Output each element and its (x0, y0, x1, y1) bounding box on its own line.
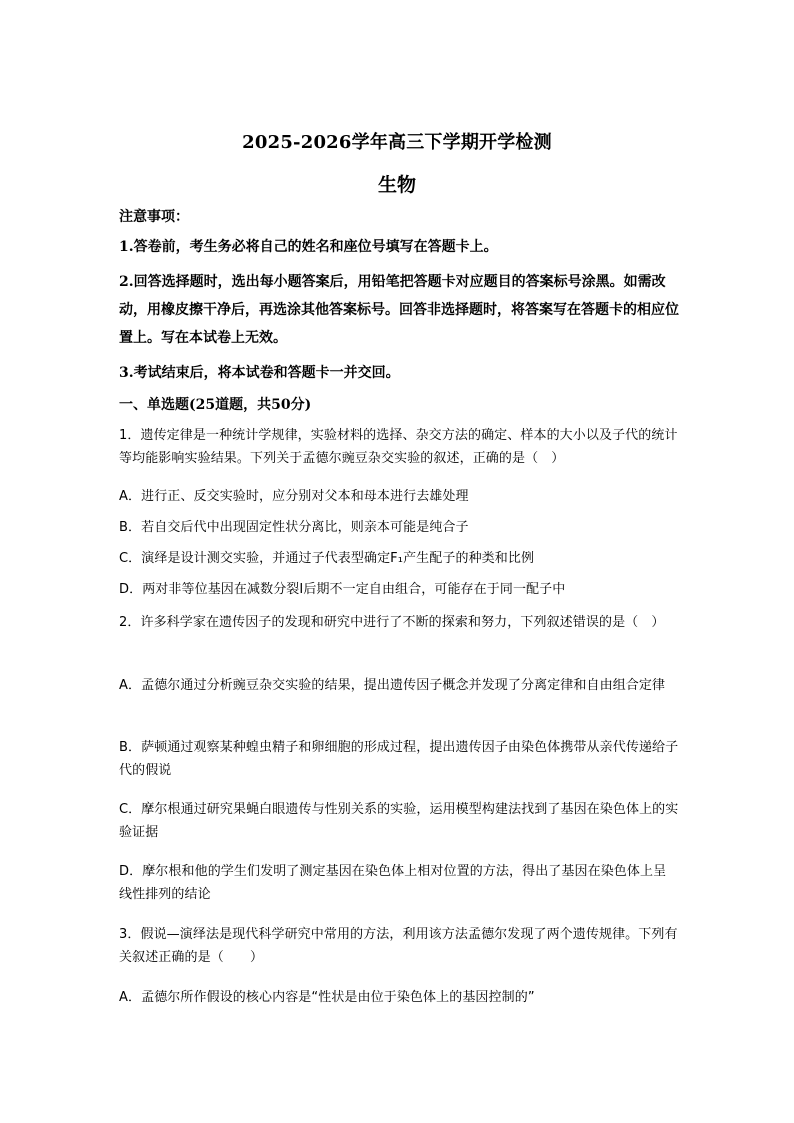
question-stem: 1．遗传定律是一种统计学规律，实验材料的选择、杂交方法的确定、样本的大小以及子代的统计等均能影响实验结果。下列关于孟德尔豌豆杂交实验的叙述，正确的是（ ） (119, 428, 678, 466)
section-title: 一、单选题(25道题，共50分) (119, 397, 312, 413)
question-option: C．演绎是设计测交实验，并通过子代表型确定F₁产生配子的种类和比例 (119, 551, 535, 566)
question-option: A．孟德尔所作假设的核心内容是“性状是由位于染色体上的基因控制的” (119, 990, 535, 1005)
question-stem: 3．假说—演绎法是现代科学研究中常用的方法，利用该方法孟德尔发现了两个遗传规律。下列有关叙述正确的是（ ） (119, 927, 678, 965)
question-option: A．孟德尔通过分析豌豆杂交实验的结果，提出遗传因子概念并发现了分离定律和自由组合定律 (119, 678, 666, 693)
subject-title: 生物 (377, 174, 416, 196)
note-item: 2.回答选择题时，选出每小题答案后，用铅笔把答题卡对应题目的答案标号涂黑。如需改动，用橡皮擦干净后，再选涂其他答案标号。回答非选择题时，将答案写在答题卡的相应位置上。写在本试卷上无效。 (119, 274, 679, 346)
question-option: D．两对非等位基因在减数分裂Ⅰ后期不一定自由组合，可能存在于同一配子中 (119, 582, 566, 597)
question-option: D．摩尔根和他的学生们发明了测定基因在染色体上相对位置的方法，得出了基因在染色体上呈线性排列的结论 (119, 864, 667, 902)
note-item: 1.答卷前，考生务必将自己的姓名和座位号填写在答题卡上。 (119, 239, 498, 255)
question-option: B．萨顿通过观察某种蝗虫精子和卵细胞的形成过程，提出遗传因子由染色体携带从亲代传递给子代的假说 (119, 740, 679, 778)
question-option: A．进行正、反交实验时，应分别对父本和母本进行去雄处理 (119, 489, 469, 504)
note-item: 3.考试结束后，将本试卷和答题卡一并交回。 (119, 365, 400, 381)
notes-heading: 注意事项： (119, 209, 189, 225)
exam-title: 2025-2026学年高三下学期开学检测 (242, 132, 552, 153)
question-option: B．若自交后代中出现固定性状分离比，则亲本可能是纯合子 (119, 520, 469, 535)
question-stem: 2．许多科学家在遗传因子的发现和研究中进行了不断的探索和努力，下列叙述错误的是（ ） (119, 615, 665, 630)
question-option: C．摩尔根通过研究果蝇白眼遗传与性别关系的实验，运用模型构建法找到了基因在染色体上的实验证据 (119, 802, 679, 840)
